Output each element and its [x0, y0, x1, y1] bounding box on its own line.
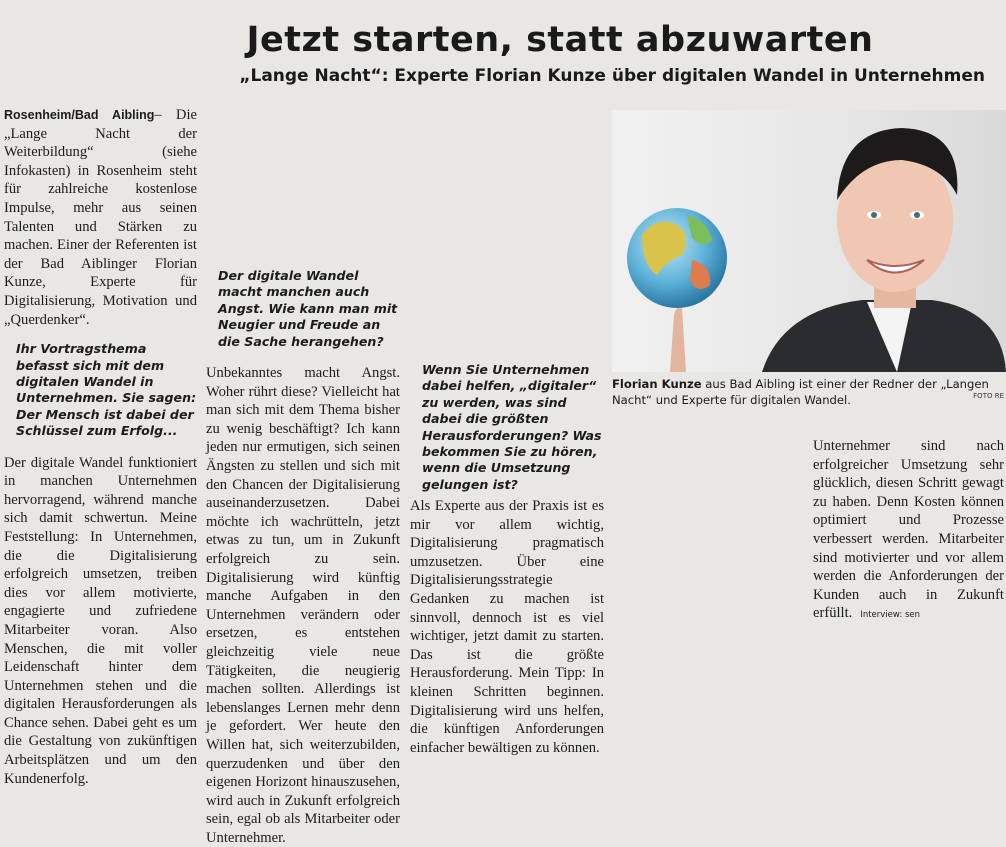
caption-name: Florian Kunze [612, 377, 702, 391]
portrait-photo [612, 110, 1006, 372]
dateline: Rosenheim/Bad Aibling [4, 108, 155, 122]
answer-2: Unbekanntes macht Angst. Woher rührt diese? Vielleicht hat man sich mit dem Thema bisher zu wenig beschäftigt? Ich kann jeden nur ermutigen, sich seinen Ängsten zu stellen und sich mit den Chancen der Digitalisierung auseinanderzusetzen. Dabei möchte ich wachrütteln, jetzt etwas zu tun, um in Zukunft erfolgreich zu sein. Digitalisierung wird künftig manche Aufgaben in den Unternehmen verändern oder ersetzen, es entstehen gleichzeitig viele neue Tätigkeiten, die neugierig machen sollten. Allerdings ist lebenslanges Lernen mehr denn je gefordert. Wer heute den Willen hat, sich weiterzubilden, querzudenken und über den eigenen Horizont hinauszusehen, wird auch in Zukunft erfolgreich sein, egal ob als Mitarbeiter oder Unternehmer. [206, 365, 400, 846]
article-column-1 [4, 106, 197, 787]
answer-1: Der digitale Wandel funktioniert in manchen Unternehmen hervorragend, während manche sich damit schwertun. Meine Feststellung: In Unternehmen, die die Digitalisierung erfolgreich umsetzen, treiben dies vor allem motivierte, engagierte und zufriedene Mitarbeiter voran. Also Menschen, die mit voller Leidenschaft hinter dem Unternehmen stehen und die digitalen Herausforderungen als Chance sehen. Dabei geht es um die Gestaltung von zukünftigen Arbeitsplätzen und um den Kundenerfolg. [4, 454, 197, 787]
answer-3-end [813, 437, 1004, 625]
question-3: Wenn Sie Unternehmen dabei helfen, „digitaler“ zu werden, was sind dabei die größten Herausforderungen? Was bekommen Sie zu hören, wenn die Umsetzung gelungen ist? [422, 362, 602, 492]
photo-caption [612, 376, 1004, 408]
interview-credit: Interview: sen [860, 610, 920, 621]
caption-text: aus Bad Aibling ist einer der Redner der „Langen Nacht“ und Experte für digitalen Wandel. [612, 377, 989, 407]
headline: Jetzt starten, statt abzuwarten [246, 20, 874, 60]
article-column-3-answer [410, 497, 604, 756]
article-column-2 [206, 106, 400, 846]
portrait-illustration [612, 110, 1006, 372]
question-1: Ihr Vortragsthema befasst sich mit dem digitalen Wandel in Unternehmen. Sie sagen: Der Mensch ist dabei der Schlüssel zum Erfolg... [16, 341, 197, 439]
question-2: Der digitale Wandel macht manchen auch Angst. Wie kann man mit Neugier und Freude an die Sache herangehen? [218, 268, 398, 349]
intro-text: – Die „Lange Nacht der Weiterbildung“ (siehe Infokasten) in Rosenheim steht für zahlreiche kostenlose Impulse, mehr aus seinen Talenten und Stärken zu machen. Einer der Referenten ist der Bad Aiblinger Florian Kunze, Experte für Digitalisierung, Motivation und „Querdenker“. [4, 107, 197, 328]
intro-paragraph [4, 106, 197, 329]
article-column-3 [410, 106, 604, 492]
answer-3: Als Experte aus der Praxis ist es mir vor allem wichtig, Digitalisierung pragmatisch umzusetzen. Über eine Digitalisierungsstrategie Gedanken zu machen ist sinnvoll, dennoch ist es viel wichtiger, jetzt damit zu starten. Das ist die größte Herausforderung. Mein Tipp: In kleinen Schritten beginnen. Digitalisierung wird uns helfen, die künftigen Anforderungen einfacher bewältigen zu können. [410, 498, 604, 756]
subheadline: „Lange Nacht“: Experte Florian Kunze über digitalen Wandel in Unternehmen [239, 66, 985, 86]
article-column-5 [813, 437, 1004, 622]
photo-credit: FOTO RE [973, 392, 1004, 400]
answer-3-end-text: Unternehmer sind nach erfolgreicher Umsetzung sehr glücklich, diesen Schritt gewagt zu haben. Denn Kosten können optimiert und Prozesse verbessert werden. Mitarbeiter sind motivierter und vor allem werden die Anforderungen der Kunden auch in Zukunft erfüllt. [813, 438, 1004, 622]
